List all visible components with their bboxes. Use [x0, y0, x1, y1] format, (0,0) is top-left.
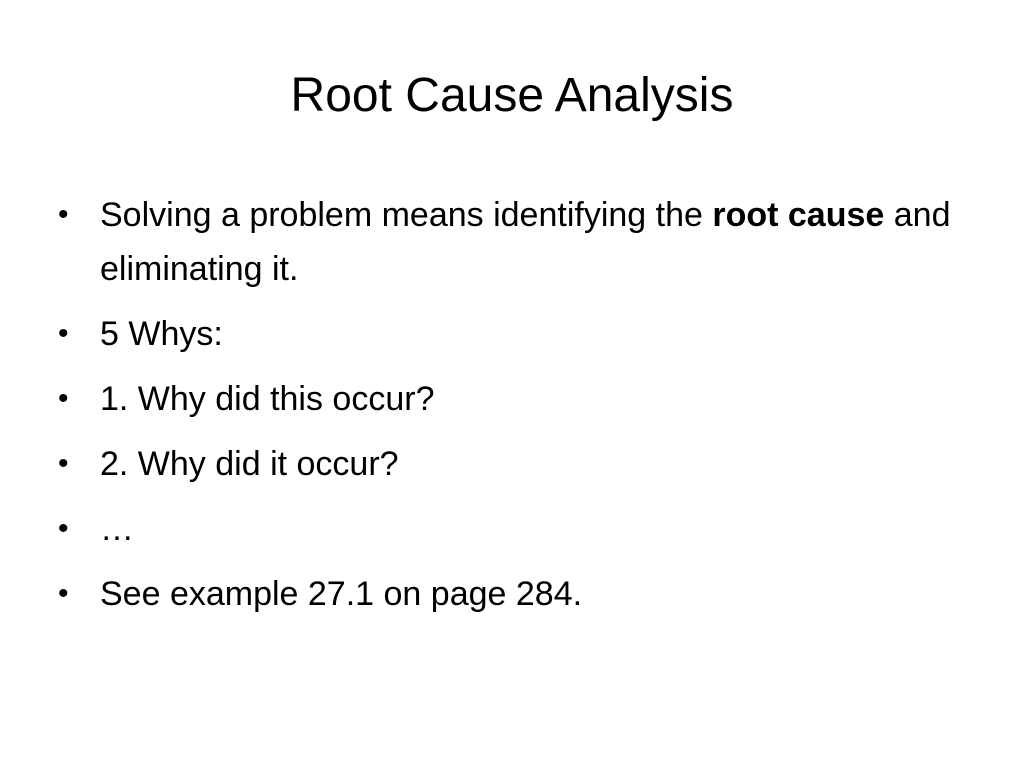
bullet-text: 1. Why did this occur?	[100, 380, 435, 418]
bullet-icon: •	[58, 512, 69, 545]
bullet-icon: •	[58, 577, 69, 610]
bullet-icon: •	[58, 198, 69, 231]
bullet-text-part: Solving a problem means identifying the	[100, 196, 713, 234]
bullet-item	[58, 502, 958, 556]
bullet-text: 5 Whys:	[100, 315, 223, 353]
bullet-text: See example 27.1 on page 284.	[100, 575, 583, 613]
bullet-text	[100, 196, 951, 288]
bold-emphasis: root cause	[712, 196, 885, 234]
bullet-text: …	[100, 510, 134, 548]
bullet-item	[58, 372, 958, 426]
bullet-item	[58, 567, 958, 621]
bullet-item	[58, 307, 958, 361]
bullet-icon: •	[58, 382, 69, 415]
bullet-item	[58, 437, 958, 491]
bullet-text-part: and eliminating it.	[100, 196, 951, 288]
bullet-icon: •	[58, 447, 69, 480]
bullet-item	[58, 188, 958, 296]
slide-title: Root Cause Analysis	[290, 69, 734, 122]
bullet-list	[58, 188, 958, 632]
bullet-text: 2. Why did it occur?	[100, 445, 399, 483]
bullet-icon: •	[58, 317, 69, 350]
